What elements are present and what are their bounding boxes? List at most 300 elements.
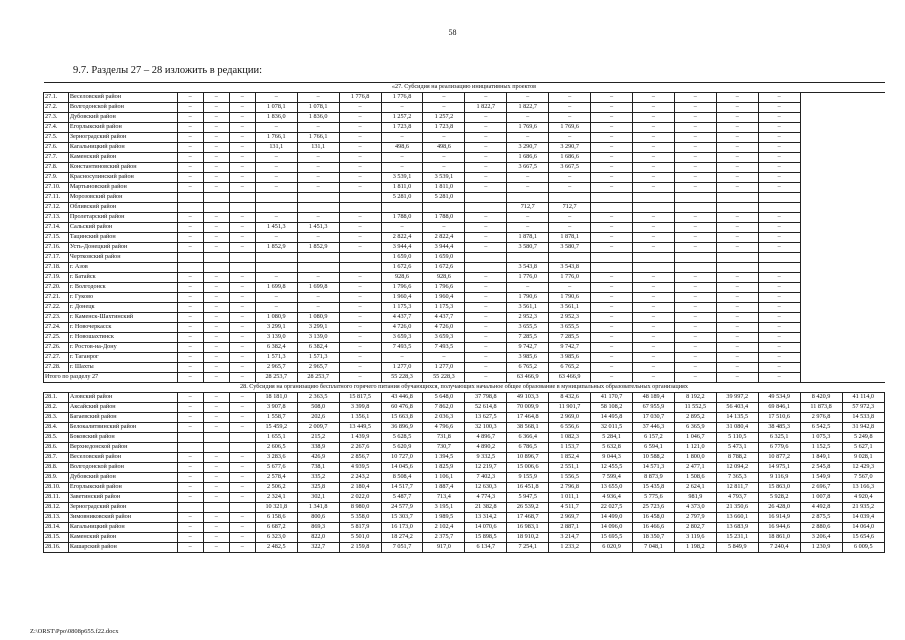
- value-cell: 6 365,9: [674, 423, 716, 433]
- value-cell: 2 506,2: [255, 483, 297, 493]
- value-cell: –: [177, 183, 203, 193]
- value-cell: 335,2: [297, 473, 339, 483]
- value-cell: 822,0: [297, 533, 339, 543]
- value-cell: 1 152,5: [800, 443, 842, 453]
- value-cell: –: [203, 283, 229, 293]
- value-cell: 2 022,0: [339, 493, 381, 503]
- value-cell: 15 006,6: [507, 463, 549, 473]
- value-cell: –: [229, 533, 255, 543]
- value-cell: 3 944,4: [423, 243, 465, 253]
- municipality-name: г. Гуково: [68, 293, 177, 303]
- table-row: [44, 543, 885, 553]
- municipality-name: г. Донецк: [68, 303, 177, 313]
- empty-cell: [800, 323, 842, 333]
- municipality-name: Белокалитвинский район: [68, 423, 177, 433]
- value-cell: [229, 263, 255, 273]
- value-cell: [203, 263, 229, 273]
- value-cell: 1 960,4: [423, 293, 465, 303]
- value-cell: –: [632, 233, 674, 243]
- value-cell: 15 303,7: [381, 513, 423, 523]
- value-cell: –: [203, 183, 229, 193]
- table-row: [44, 103, 885, 113]
- value-cell: –: [203, 453, 229, 463]
- value-cell: 31 942,8: [842, 423, 884, 433]
- empty-cell: [800, 223, 842, 233]
- value-cell: –: [758, 323, 800, 333]
- value-cell: –: [674, 173, 716, 183]
- value-cell: –: [297, 173, 339, 183]
- value-cell: –: [229, 163, 255, 173]
- value-cell: 1 198,2: [674, 543, 716, 553]
- value-cell: –: [674, 163, 716, 173]
- value-cell: –: [465, 123, 507, 133]
- value-cell: 1 007,8: [800, 493, 842, 503]
- value-cell: –: [297, 153, 339, 163]
- value-cell: –: [229, 393, 255, 403]
- value-cell: –: [591, 363, 633, 373]
- value-cell: –: [758, 333, 800, 343]
- value-cell: 1 230,9: [800, 543, 842, 553]
- value-cell: 4 936,4: [591, 493, 633, 503]
- value-cell: –: [203, 403, 229, 413]
- value-cell: 12 630,3: [465, 483, 507, 493]
- value-cell: –: [255, 293, 297, 303]
- row-number: 27.2.: [44, 103, 69, 113]
- value-cell: –: [674, 373, 716, 383]
- value-cell: –: [297, 293, 339, 303]
- value-cell: 338,9: [297, 443, 339, 453]
- empty-cell: [842, 113, 884, 123]
- value-cell: 1 075,3: [800, 433, 842, 443]
- value-cell: 2 545,8: [800, 463, 842, 473]
- value-cell: –: [229, 483, 255, 493]
- value-cell: –: [465, 153, 507, 163]
- table-row: [44, 183, 885, 193]
- section-title: «27. Субсидия на реализацию инициативных проектов: [44, 83, 885, 93]
- value-cell: –: [229, 313, 255, 323]
- value-cell: –: [632, 343, 674, 353]
- value-cell: 6 542,5: [800, 423, 842, 433]
- value-cell: –: [229, 333, 255, 343]
- value-cell: 1 080,9: [255, 313, 297, 323]
- value-cell: 13 660,1: [716, 513, 758, 523]
- value-cell: –: [339, 173, 381, 183]
- empty-cell: [842, 93, 884, 103]
- value-cell: –: [758, 273, 800, 283]
- value-cell: 215,2: [297, 433, 339, 443]
- value-cell: 14 495,8: [591, 413, 633, 423]
- empty-cell: [800, 353, 842, 363]
- value-cell: –: [229, 103, 255, 113]
- value-cell: 1 011,1: [549, 493, 591, 503]
- value-cell: –: [177, 423, 203, 433]
- value-cell: –: [632, 293, 674, 303]
- value-cell: –: [758, 313, 800, 323]
- value-cell: –: [716, 283, 758, 293]
- value-cell: –: [591, 303, 633, 313]
- value-cell: –: [203, 353, 229, 363]
- value-cell: 4 726,0: [381, 323, 423, 333]
- value-cell: 21 382,8: [465, 503, 507, 513]
- row-number: 27.7.: [44, 153, 69, 163]
- row-number: 27.27.: [44, 353, 69, 363]
- value-cell: –: [339, 153, 381, 163]
- value-cell: –: [507, 213, 549, 223]
- value-cell: 1 776,8: [381, 93, 423, 103]
- value-cell: –: [339, 213, 381, 223]
- value-cell: 498,6: [423, 143, 465, 153]
- value-cell: [177, 433, 203, 443]
- value-cell: –: [203, 423, 229, 433]
- value-cell: –: [381, 353, 423, 363]
- empty-cell: [800, 173, 842, 183]
- value-cell: 731,8: [423, 433, 465, 443]
- value-cell: [716, 193, 758, 203]
- value-cell: –: [339, 313, 381, 323]
- value-cell: 55 228,3: [381, 373, 423, 383]
- value-cell: –: [297, 233, 339, 243]
- page-number: 58: [448, 28, 457, 37]
- value-cell: 4 890,2: [465, 443, 507, 453]
- table-row: [44, 513, 885, 523]
- empty-cell: [842, 233, 884, 243]
- empty-cell: [800, 233, 842, 243]
- value-cell: –: [716, 293, 758, 303]
- empty-cell: [842, 343, 884, 353]
- value-cell: 21 935,2: [842, 503, 884, 513]
- value-cell: 6 786,5: [507, 443, 549, 453]
- value-cell: 25 723,6: [632, 503, 674, 513]
- value-cell: [203, 253, 229, 263]
- value-cell: –: [177, 403, 203, 413]
- value-cell: –: [203, 143, 229, 153]
- value-cell: [549, 193, 591, 203]
- value-cell: –: [591, 93, 633, 103]
- value-cell: –: [632, 143, 674, 153]
- value-cell: –: [177, 153, 203, 163]
- value-cell: 1 960,4: [381, 293, 423, 303]
- value-cell: –: [465, 223, 507, 233]
- row-number: 28.15.: [44, 533, 69, 543]
- subsidy-table: [43, 82, 885, 553]
- empty-cell: [800, 213, 842, 223]
- value-cell: –: [716, 113, 758, 123]
- value-cell: –: [674, 313, 716, 323]
- value-cell: 5 648,0: [423, 393, 465, 403]
- value-cell: –: [229, 93, 255, 103]
- value-cell: [507, 193, 549, 203]
- value-cell: –: [229, 343, 255, 353]
- value-cell: 1 153,7: [549, 443, 591, 453]
- value-cell: –: [177, 243, 203, 253]
- value-cell: –: [591, 103, 633, 113]
- value-cell: 3 580,7: [507, 243, 549, 253]
- value-cell: –: [674, 103, 716, 113]
- value-cell: [177, 193, 203, 203]
- value-cell: –: [465, 283, 507, 293]
- municipality-name: г. Таганрог: [68, 353, 177, 363]
- municipality-name: г. Батайск: [68, 273, 177, 283]
- value-cell: 15 695,5: [591, 533, 633, 543]
- value-cell: 5 281,0: [381, 193, 423, 203]
- row-number: 27.1.: [44, 93, 69, 103]
- value-cell: –: [177, 273, 203, 283]
- value-cell: 1 699,8: [255, 283, 297, 293]
- value-cell: –: [339, 353, 381, 363]
- value-cell: [255, 203, 297, 213]
- value-cell: –: [203, 273, 229, 283]
- value-cell: –: [674, 133, 716, 143]
- value-cell: –: [203, 393, 229, 403]
- municipality-name: г. Новочеркасск: [68, 323, 177, 333]
- value-cell: 1 106,1: [423, 473, 465, 483]
- empty-cell: [842, 123, 884, 133]
- value-cell: –: [229, 373, 255, 383]
- value-cell: –: [297, 183, 339, 193]
- value-cell: 928,6: [381, 273, 423, 283]
- municipality-name: Волгодонской район: [68, 103, 177, 113]
- empty-cell: [842, 203, 884, 213]
- value-cell: 37 446,3: [632, 423, 674, 433]
- municipality-name: Сальский район: [68, 223, 177, 233]
- municipality-name: г. Шахты: [68, 363, 177, 373]
- value-cell: 1 852,9: [297, 243, 339, 253]
- empty-cell: [800, 93, 842, 103]
- table-row: [44, 253, 885, 263]
- total-row: [44, 373, 885, 383]
- row-number: 28.14.: [44, 523, 69, 533]
- value-cell: –: [716, 333, 758, 343]
- municipality-name: г. Ростов-на-Дону: [68, 343, 177, 353]
- value-cell: –: [177, 233, 203, 243]
- value-cell: –: [758, 353, 800, 363]
- value-cell: –: [591, 283, 633, 293]
- value-cell: –: [716, 133, 758, 143]
- empty-cell: [842, 353, 884, 363]
- value-cell: –: [229, 423, 255, 433]
- row-number: 28.2.: [44, 403, 69, 413]
- value-cell: –: [255, 183, 297, 193]
- value-cell: –: [339, 223, 381, 233]
- empty-cell: [842, 213, 884, 223]
- value-cell: 4 939,5: [339, 463, 381, 473]
- value-cell: 3 206,4: [800, 533, 842, 543]
- value-cell: –: [177, 123, 203, 133]
- empty-cell: [800, 243, 842, 253]
- row-number: 27.4.: [44, 123, 69, 133]
- value-cell: 16 466,6: [632, 523, 674, 533]
- value-cell: 1 277,0: [381, 363, 423, 373]
- value-cell: 202,6: [297, 413, 339, 423]
- value-cell: 3 561,1: [549, 303, 591, 313]
- municipality-name: Егорлыкский район: [68, 123, 177, 133]
- value-cell: 1 046,7: [674, 433, 716, 443]
- value-cell: 38 568,1: [507, 423, 549, 433]
- table-row: [44, 233, 885, 243]
- value-cell: 5 473,1: [716, 443, 758, 453]
- value-cell: –: [177, 373, 203, 383]
- table-row: [44, 353, 885, 363]
- value-cell: 2 880,6: [800, 523, 842, 533]
- value-cell: 131,1: [255, 143, 297, 153]
- value-cell: –: [339, 373, 381, 383]
- value-cell: –: [203, 533, 229, 543]
- value-cell: 2 887,1: [549, 523, 591, 533]
- municipality-name: Егорлыкский район: [68, 483, 177, 493]
- value-cell: 981,9: [674, 493, 716, 503]
- value-cell: 1 852,9: [255, 243, 297, 253]
- value-cell: –: [177, 533, 203, 543]
- table-row: [44, 123, 885, 133]
- value-cell: –: [674, 113, 716, 123]
- empty-cell: [800, 303, 842, 313]
- value-cell: 5 487,7: [381, 493, 423, 503]
- value-cell: –: [229, 523, 255, 533]
- value-cell: 1 080,9: [297, 313, 339, 323]
- value-cell: 1 686,6: [507, 153, 549, 163]
- value-cell: –: [177, 173, 203, 183]
- value-cell: –: [203, 123, 229, 133]
- value-cell: 426,9: [297, 453, 339, 463]
- value-cell: 8 508,4: [381, 473, 423, 483]
- value-cell: –: [465, 213, 507, 223]
- value-cell: [674, 193, 716, 203]
- value-cell: 3 907,8: [255, 403, 297, 413]
- value-cell: 12 219,7: [465, 463, 507, 473]
- value-cell: [203, 503, 229, 513]
- value-cell: –: [591, 293, 633, 303]
- value-cell: 1 341,8: [297, 503, 339, 513]
- value-cell: 43 446,8: [381, 393, 423, 403]
- value-cell: –: [203, 543, 229, 553]
- empty-cell: [842, 253, 884, 263]
- value-cell: 6 157,2: [632, 433, 674, 443]
- value-cell: –: [423, 163, 465, 173]
- value-cell: 7 048,1: [632, 543, 674, 553]
- table-row: [44, 393, 885, 403]
- value-cell: –: [716, 153, 758, 163]
- value-cell: 69 846,1: [758, 403, 800, 413]
- value-cell: –: [591, 353, 633, 363]
- table-row: [44, 163, 885, 173]
- value-cell: –: [177, 303, 203, 313]
- value-cell: 325,8: [297, 483, 339, 493]
- value-cell: –: [177, 103, 203, 113]
- value-cell: –: [423, 93, 465, 103]
- row-number: 28.11.: [44, 493, 69, 503]
- row-number: 27.15.: [44, 233, 69, 243]
- value-cell: –: [591, 243, 633, 253]
- value-cell: 6 009,5: [842, 543, 884, 553]
- municipality-name: г. Каменск-Шахтинский: [68, 313, 177, 323]
- value-cell: –: [758, 363, 800, 373]
- value-cell: –: [177, 293, 203, 303]
- value-cell: –: [203, 93, 229, 103]
- value-cell: [177, 263, 203, 273]
- value-cell: –: [632, 313, 674, 323]
- value-cell: 3 283,6: [255, 453, 297, 463]
- table-row: [44, 113, 885, 123]
- value-cell: 13 449,5: [339, 423, 381, 433]
- value-cell: 2 375,7: [423, 533, 465, 543]
- value-cell: 2 875,5: [800, 513, 842, 523]
- value-cell: –: [632, 333, 674, 343]
- value-cell: –: [297, 123, 339, 133]
- value-cell: 3 290,7: [507, 143, 549, 153]
- value-cell: 11 901,7: [549, 403, 591, 413]
- value-cell: 5 627,1: [842, 443, 884, 453]
- empty-cell: [842, 363, 884, 373]
- value-cell: 2 102,4: [423, 523, 465, 533]
- value-cell: 14 499,0: [591, 513, 633, 523]
- value-cell: 9 742,7: [507, 343, 549, 353]
- value-cell: –: [177, 223, 203, 233]
- empty-cell: [842, 313, 884, 323]
- value-cell: –: [203, 133, 229, 143]
- value-cell: –: [229, 273, 255, 283]
- municipality-name: Каменский район: [68, 533, 177, 543]
- value-cell: [339, 263, 381, 273]
- value-cell: 16 944,6: [758, 523, 800, 533]
- value-cell: 1 394,5: [423, 453, 465, 463]
- value-cell: –: [674, 303, 716, 313]
- empty-cell: [842, 193, 884, 203]
- value-cell: 41 170,7: [591, 393, 633, 403]
- value-cell: 36 896,9: [381, 423, 423, 433]
- value-cell: 10 727,0: [381, 453, 423, 463]
- empty-cell: [842, 163, 884, 173]
- value-cell: [229, 503, 255, 513]
- value-cell: 28 253,7: [297, 373, 339, 383]
- value-cell: 1 811,0: [423, 183, 465, 193]
- value-cell: –: [255, 163, 297, 173]
- municipality-name: Красносулинский район: [68, 173, 177, 183]
- value-cell: –: [591, 373, 633, 383]
- value-cell: –: [203, 523, 229, 533]
- value-cell: 10 896,7: [507, 453, 549, 463]
- value-cell: –: [632, 123, 674, 133]
- value-cell: –: [203, 113, 229, 123]
- value-cell: 15 663,8: [381, 413, 423, 423]
- value-cell: –: [203, 513, 229, 523]
- value-cell: –: [591, 343, 633, 353]
- value-cell: 1 672,6: [423, 263, 465, 273]
- value-cell: 3 944,4: [381, 243, 423, 253]
- value-cell: 26 539,2: [507, 503, 549, 513]
- empty-cell: [800, 163, 842, 173]
- municipality-name: Дубовский район: [68, 473, 177, 483]
- empty-cell: [842, 323, 884, 333]
- value-cell: 1 257,2: [381, 113, 423, 123]
- value-cell: 15 817,5: [339, 393, 381, 403]
- value-cell: –: [229, 303, 255, 313]
- value-cell: 1 776,0: [549, 273, 591, 283]
- value-cell: 31 080,4: [716, 423, 758, 433]
- value-cell: –: [229, 123, 255, 133]
- value-cell: 1 878,1: [507, 233, 549, 243]
- value-cell: 1 121,0: [674, 443, 716, 453]
- row-number: 27.8.: [44, 163, 69, 173]
- value-cell: 28 253,7: [255, 373, 297, 383]
- value-cell: [177, 253, 203, 263]
- value-cell: 1 790,6: [549, 293, 591, 303]
- value-cell: –: [465, 133, 507, 143]
- table-row: [44, 153, 885, 163]
- empty-cell: [842, 283, 884, 293]
- empty-cell: [842, 333, 884, 343]
- value-cell: –: [632, 273, 674, 283]
- empty-cell: [800, 153, 842, 163]
